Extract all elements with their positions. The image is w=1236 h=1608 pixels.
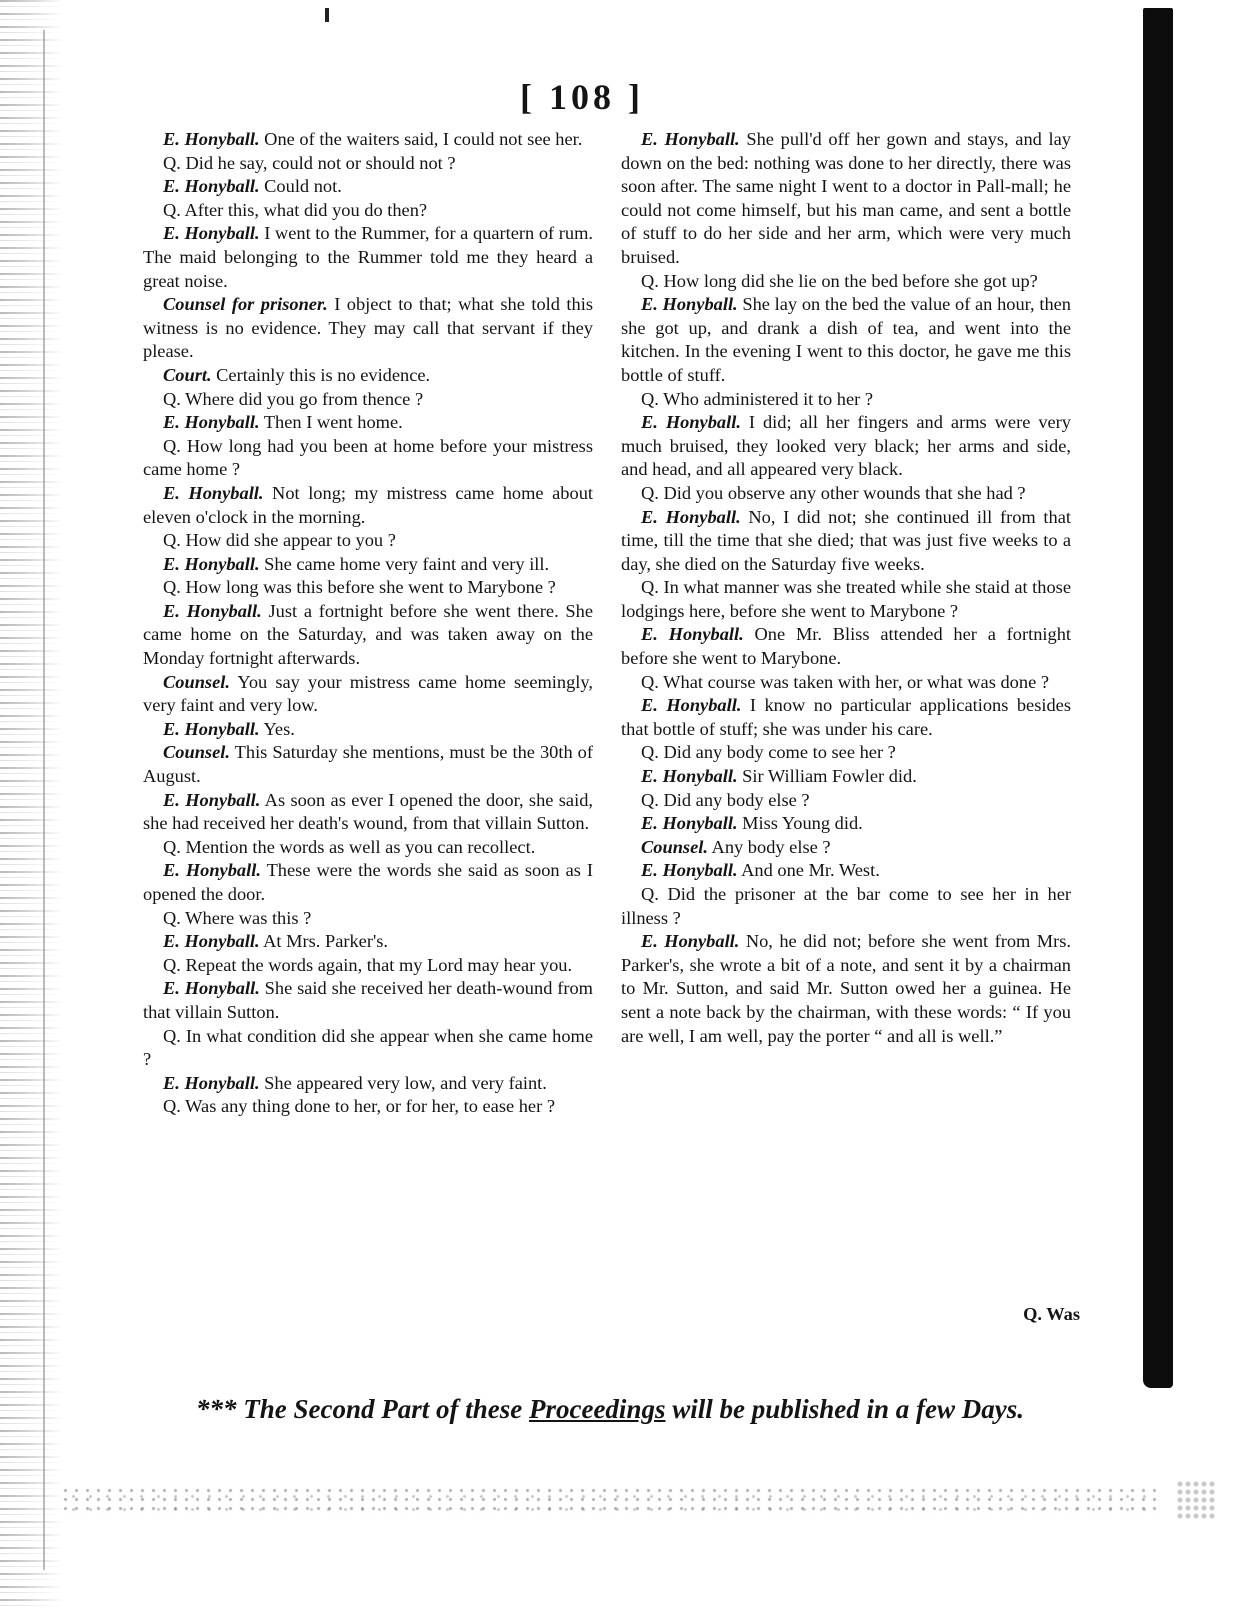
- speaker-name: E. Honyball.: [641, 506, 741, 527]
- scan-speckle: [1176, 1480, 1216, 1520]
- paragraph-text: Q. After this, what did you do then?: [163, 199, 428, 220]
- scan-mark: [325, 8, 329, 22]
- speaker-name: Counsel.: [641, 836, 708, 857]
- testimony-paragraph: [621, 883, 1071, 930]
- testimony-paragraph: [143, 1072, 593, 1096]
- testimony-paragraph: [143, 907, 593, 931]
- testimony-paragraph: [143, 671, 593, 718]
- speaker-name: E. Honyball.: [163, 718, 260, 739]
- testimony-paragraph: [143, 411, 593, 435]
- paragraph-text: I did; all her fingers and arms were very much bruised, they looked very black; her arms and side, and head, and all appeared very black.: [621, 412, 1071, 480]
- speaker-name: E. Honyball.: [163, 482, 264, 503]
- paragraph-text: Q. What course was taken with her, or what was done ?: [641, 671, 1049, 692]
- paragraph-text: Q. Where did you go from thence ?: [163, 388, 424, 409]
- paragraph-text: Just a fortnight before she went there. She came home on the Saturday, and was taken away on the Monday fortnight afterwards.: [143, 600, 593, 669]
- paragraph-text: Q. Did any body come to see her ?: [641, 742, 896, 763]
- speaker-name: E. Honyball.: [163, 176, 260, 197]
- speaker-name: E. Honyball.: [641, 860, 738, 881]
- paragraph-text: She lay on the bed the value of an hour, then she got up, and drank a dish of tea, and went into the kitchen. In the evening I went to this doctor, he gave me this bottle of stuff.: [621, 294, 1072, 385]
- catchword: Q. Was: [1023, 1304, 1080, 1324]
- footer-suffix: will be published in a few Days.: [665, 1394, 1024, 1424]
- paragraph-text: Q. How did she appear to you ?: [163, 530, 396, 551]
- paragraph-text: Certainly this is no evidence.: [211, 364, 431, 385]
- paragraph-text: This Saturday she mentions, must be the 30th of August.: [143, 742, 593, 787]
- testimony-paragraph: [143, 789, 593, 836]
- paragraph-text: Q. Where was this ?: [163, 907, 312, 928]
- testimony-paragraph: [143, 836, 593, 860]
- paragraph-text: Q. Who administered it to her ?: [641, 388, 874, 409]
- testimony-paragraph: [621, 293, 1071, 387]
- testimony-paragraph: [143, 718, 593, 742]
- speaker-name: E. Honyball.: [641, 294, 738, 315]
- paragraph-text: One of the waiters said, I could not see her.: [259, 129, 583, 149]
- testimony-paragraph: [621, 694, 1071, 741]
- paragraph-text: Q. How long was this before she went to Marybone ?: [163, 577, 556, 598]
- speaker-name: E. Honyball.: [163, 789, 261, 810]
- paragraph-text: I know no particular applications besides that bottle of stuff; she was under his care.: [621, 695, 1071, 739]
- testimony-paragraph: [143, 152, 593, 176]
- testimony-paragraph: [143, 977, 593, 1024]
- speaker-name: E. Honyball.: [163, 223, 260, 244]
- testimony-paragraph: [143, 128, 593, 152]
- testimony-paragraph: [621, 836, 1071, 860]
- testimony-paragraph: [143, 553, 593, 577]
- speaker-name: E. Honyball.: [641, 412, 741, 433]
- paragraph-text: Any body else ?: [707, 836, 831, 857]
- testimony-paragraph: [143, 199, 593, 223]
- scan-edge-line: [43, 30, 45, 1570]
- testimony-paragraph: [621, 270, 1071, 294]
- paragraph-text: I object to that; what she told this witness is no evidence. They may call that servant if they please.: [143, 294, 593, 362]
- paragraph-text: I went to the Rummer, for a quartern of rum. The maid belonging to the Rummer told me they heard a great noise.: [143, 223, 593, 291]
- speaker-name: E. Honyball.: [641, 813, 738, 834]
- testimony-paragraph: [621, 482, 1071, 506]
- speaker-name: E. Honyball.: [163, 129, 260, 149]
- paragraph-text: And one Mr. West.: [737, 860, 880, 881]
- testimony-paragraph: [143, 1095, 593, 1119]
- testimony-paragraph: [621, 671, 1071, 695]
- speaker-name: E. Honyball.: [641, 129, 740, 149]
- paragraph-text: No, I did not; she continued ill from that time, till the time that she died; that was just five weeks to a day, she died on the Saturday five weeks.: [621, 506, 1071, 574]
- testimony-paragraph: [621, 930, 1071, 1048]
- speaker-name: E. Honyball.: [641, 766, 738, 787]
- paragraph-text: She pull'd off her gown and stays, and lay down on the bed: nothing was done to her directly, there was soon after. The same night I went to a doctor in Pall-mall; he could not come himself, but his man came, and sent a bottle of stuff to do her side and her arm, which were very much bruised.: [621, 129, 1071, 267]
- scan-black-border: [1143, 8, 1173, 1388]
- testimony-paragraph: [143, 930, 593, 954]
- paragraph-text: She said she received her death-wound from that villain Sutton.: [143, 978, 593, 1022]
- testimony-paragraph: [143, 859, 593, 906]
- speaker-name: E. Honyball.: [163, 978, 260, 999]
- paragraph-text: Then I went home.: [259, 412, 403, 433]
- testimony-paragraph: [143, 600, 593, 671]
- speaker-name: E. Honyball.: [163, 931, 260, 952]
- paragraph-text: Q. How long did she lie on the bed before she got up?: [641, 270, 1038, 291]
- testimony-paragraph: [143, 954, 593, 978]
- speaker-name: Counsel.: [163, 742, 230, 763]
- paragraph-text: Q. Did you observe any other wounds that she had ?: [641, 482, 1026, 503]
- paragraph-text: One Mr. Bliss attended her a fortnight before she went to Marybone.: [621, 624, 1071, 669]
- paragraph-text: Q. Repeat the words again, that my Lord may hear you.: [163, 954, 573, 975]
- speaker-name: Court.: [163, 364, 212, 385]
- speaker-name: E. Honyball.: [641, 695, 742, 716]
- paragraph-text: Q. How long had you been at home before your mistress came home ?: [143, 435, 593, 480]
- testimony-paragraph: [143, 576, 593, 600]
- right-column: [621, 128, 1071, 1048]
- footer-notice: [196, 1394, 1056, 1438]
- paragraph-text: Q. Did the prisoner at the bar come to see her in her illness ?: [621, 884, 1071, 928]
- testimony-paragraph: [143, 364, 593, 388]
- testimony-paragraph: [143, 741, 593, 788]
- paragraph-text: Q. Did any body else ?: [641, 789, 810, 810]
- testimony-paragraph: [143, 1025, 593, 1072]
- testimony-paragraph: [143, 529, 593, 553]
- scan-binding-shadow: [0, 0, 64, 1608]
- paragraph-text: Could not.: [259, 176, 342, 197]
- paragraph-text: These were the words she said as soon as I opened the door.: [143, 860, 593, 904]
- paragraph-text: Q. In what manner was she treated while she staid at those lodgings here, before she went to Marybone ?: [621, 577, 1072, 621]
- paragraph-text: No, he did not; before she went from Mrs. Parker's, she wrote a bit of a note, and sent it by a chairman to Mr. Sutton, and said Mr. Sutton owed her a guinea. He sent a note back by the chairman, with these words: “ If you are well, I am well, pay the porter “ and all is well.”: [621, 931, 1071, 1046]
- speaker-name: E. Honyball.: [163, 1072, 260, 1093]
- paragraph-text: As soon as ever I opened the door, she said, she had received her death's wound, from that villain Sutton.: [143, 789, 593, 834]
- paragraph-text: Yes.: [259, 718, 295, 739]
- paragraph-text: She came home very faint and very ill.: [259, 553, 550, 574]
- testimony-paragraph: [621, 812, 1071, 836]
- speaker-name: Counsel.: [163, 671, 230, 692]
- testimony-paragraph: [143, 435, 593, 482]
- testimony-paragraph: [621, 623, 1071, 670]
- testimony-paragraph: [621, 128, 1071, 270]
- paragraph-text: Q. Did he say, could not or should not ?: [163, 152, 456, 173]
- paragraph-text: You say your mistress came home seemingly, very faint and very low.: [143, 671, 593, 716]
- speaker-name: E. Honyball.: [641, 624, 744, 645]
- testimony-paragraph: [621, 506, 1071, 577]
- testimony-paragraph: [143, 482, 593, 529]
- testimony-paragraph: [621, 741, 1071, 765]
- speaker-name: E. Honyball.: [163, 553, 260, 574]
- paragraph-text: She appeared very low, and very faint.: [259, 1072, 547, 1093]
- paragraph-text: Q. In what condition did she appear when she came home ?: [143, 1025, 593, 1070]
- paragraph-text: Q. Was any thing done to her, or for her, to ease her ?: [163, 1096, 555, 1117]
- left-column: [143, 128, 593, 1119]
- speaker-name: E. Honyball.: [163, 412, 260, 433]
- footer-underlined: Proceedings: [528, 1394, 666, 1424]
- testimony-paragraph: [143, 222, 593, 293]
- testimony-paragraph: [143, 293, 593, 364]
- testimony-paragraph: [621, 765, 1071, 789]
- testimony-paragraph: [621, 789, 1071, 813]
- testimony-paragraph: [621, 388, 1071, 412]
- paragraph-text: Miss Young did.: [737, 813, 863, 834]
- paragraph-text: Sir William Fowler did.: [737, 766, 917, 787]
- paragraph-text: Q. Mention the words as well as you can recollect.: [163, 836, 536, 857]
- page-number: [ 108 ]: [520, 77, 644, 117]
- testimony-paragraph: [621, 411, 1071, 482]
- paragraph-text: Not long; my mistress came home about eleven o'clock in the morning.: [143, 482, 593, 527]
- scan-noise: [60, 1486, 1160, 1516]
- speaker-name: E. Honyball.: [641, 931, 740, 952]
- paragraph-text: At Mrs. Parker's.: [259, 931, 389, 952]
- speaker-name: E. Honyball.: [163, 860, 261, 881]
- testimony-paragraph: [621, 576, 1071, 623]
- testimony-paragraph: [621, 859, 1071, 883]
- testimony-paragraph: [143, 388, 593, 412]
- footer-prefix: *** The Second Part of these: [196, 1394, 529, 1424]
- speaker-name: Counsel for prisoner.: [163, 294, 328, 315]
- speaker-name: E. Honyball.: [163, 600, 262, 621]
- testimony-paragraph: [143, 175, 593, 199]
